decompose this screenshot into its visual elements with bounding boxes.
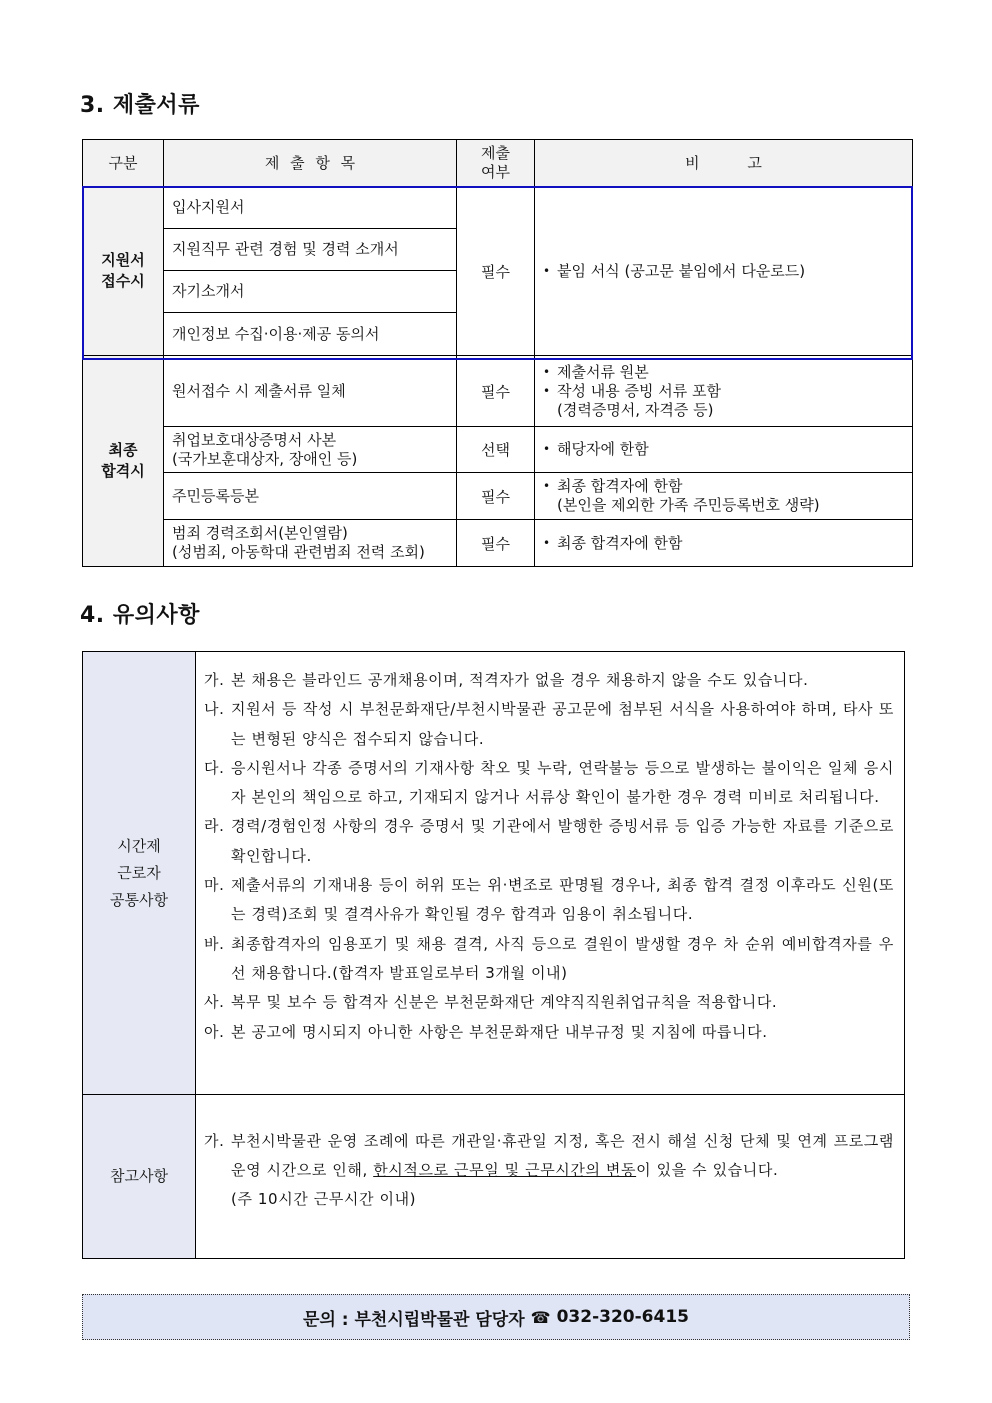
- table-row: [83, 1095, 905, 1259]
- contact-label: 문의 : 부천시립박물관 담당자: [303, 1309, 525, 1330]
- note-cell: • 붙임 서식 (공고문 붙임에서 다운로드): [535, 187, 913, 356]
- required-cell: 필수: [457, 473, 535, 520]
- note-cell: • 해당자에 한함: [535, 427, 913, 473]
- note-item: 가. 본 채용은 블라인드 공개채용이며, 적격자가 없을 경우 채용하지 않을 수도 있습니다.: [204, 671, 809, 689]
- header-item: 제 출 항 목: [164, 140, 457, 187]
- header-category: 구분: [83, 140, 164, 187]
- phone-icon: ☎: [530, 1307, 551, 1327]
- note-item: 나. 지원서 등 작성 시 부천문화재단/부천시박물관 공고문에 첨부된 서식을 사용하여야 하며, 타사 또는 변형된 양식은 접수되지 않습니다.: [204, 700, 894, 748]
- note-item: 사. 복무 및 보수 등 합격자 신분은 부천문화재단 계약직직원취업규칙을 적용합니다.: [204, 993, 778, 1012]
- contact-phone: 032-320-6415: [556, 1307, 689, 1327]
- table-header-row: [83, 140, 913, 187]
- required-cell: 필수: [457, 356, 535, 427]
- item-cell: 지원직무 관련 경험 및 경력 소개서: [164, 229, 457, 271]
- notes-table: [82, 651, 905, 1259]
- required-cell: 필수: [457, 520, 535, 567]
- note-item: 라. 경력/경험인정 사항의 경우 증명서 및 기관에서 발행한 증빙서류 등 입증 가능한 자료를 기준으로 확인합니다.: [204, 817, 894, 865]
- table-row: [83, 473, 913, 520]
- item-cell: 개인정보 수집·이용·제공 동의서: [164, 313, 457, 356]
- note-cell: • 제출서류 원본 • 작성 내용 증빙 서류 포함 (경력증명서, 자격증 등): [535, 356, 913, 427]
- note-item: 바. 최종합격자의 임용포기 및 채용 결격, 사직 등으로 결원이 발생할 경우 차 순위 예비합격자를 우선 채용합니다.(합격자 발표일로부터 3개월 이내): [204, 934, 894, 982]
- reference-notes: [196, 1095, 905, 1259]
- table-row: [83, 520, 913, 567]
- documents-table: [82, 139, 913, 567]
- item-cell: 범죄 경력조회서(본인열람) (성범죄, 아동학대 관련범죄 전력 조회): [164, 520, 457, 567]
- note-cell: • 최종 합격자에 한함 (본인을 제외한 가족 주민등록번호 생략): [535, 473, 913, 520]
- table-row: [83, 427, 913, 473]
- category-common: 시간제 근로자 공통사항: [83, 652, 196, 1095]
- section4-title: 4. 유의사항: [80, 603, 200, 628]
- underlined-text: 한시적으로 근무일 및 근무시간의 변동: [373, 1160, 637, 1179]
- common-notes: [196, 652, 905, 1095]
- contact-box: [82, 1294, 910, 1340]
- table-row: [83, 356, 913, 427]
- item-cell: 입사지원서: [164, 187, 457, 229]
- required-cell: 필수: [457, 187, 535, 356]
- note-item: 가. 부천시박물관 운영 조례에 따른 개관일·휴관일 지정, 혹은 전시 해설 신청 단체 및 연계 프로그램 운영 시간으로 인해, 한시적으로 근무일 및 근무시간의 변동이 있을 수 있습니다. (주 10시간 근무시간 이내): [204, 1131, 894, 1209]
- required-cell: 선택: [457, 427, 535, 473]
- note-item: 마. 제출서류의 기재내용 등이 허위 또는 위·변조로 판명될 경우나, 최종 합격 결정 이후라도 신원(또는 경력)조회 및 결격사유가 확인될 경우 합격과 임용이 취소됩니다.: [204, 876, 894, 924]
- table-row: [83, 652, 905, 1095]
- note-cell: • 최종 합격자에 한함: [535, 520, 913, 567]
- category-reference: 참고사항: [83, 1095, 196, 1259]
- category-application: 지원서 접수시: [83, 187, 164, 356]
- section3-title: 3. 제출서류: [80, 93, 200, 118]
- item-cell: 주민등록등본: [164, 473, 457, 520]
- note-item: 아. 본 공고에 명시되지 아니한 사항은 부천문화재단 내부규정 및 지침에 따릅니다.: [204, 1022, 768, 1041]
- header-note: 비 고: [535, 140, 913, 187]
- table-row: [83, 187, 913, 229]
- category-final: 최종 합격시: [83, 356, 164, 567]
- item-cell: 원서접수 시 제출서류 일체: [164, 356, 457, 427]
- note-item: 다. 응시원서나 각종 증명서의 기재사항 착오 및 누락, 연락불능 등으로 발생하는 불이익은 일체 응시자 본인의 책임으로 하고, 기재되지 않거나 서류상 확인이 불가한 경우 경력 미비로 처리됩니다.: [204, 758, 894, 807]
- header-required: 제출 여부: [457, 140, 535, 187]
- item-cell: 자기소개서: [164, 271, 457, 313]
- item-cell: 취업보호대상증명서 사본 (국가보훈대상자, 장애인 등): [164, 427, 457, 473]
